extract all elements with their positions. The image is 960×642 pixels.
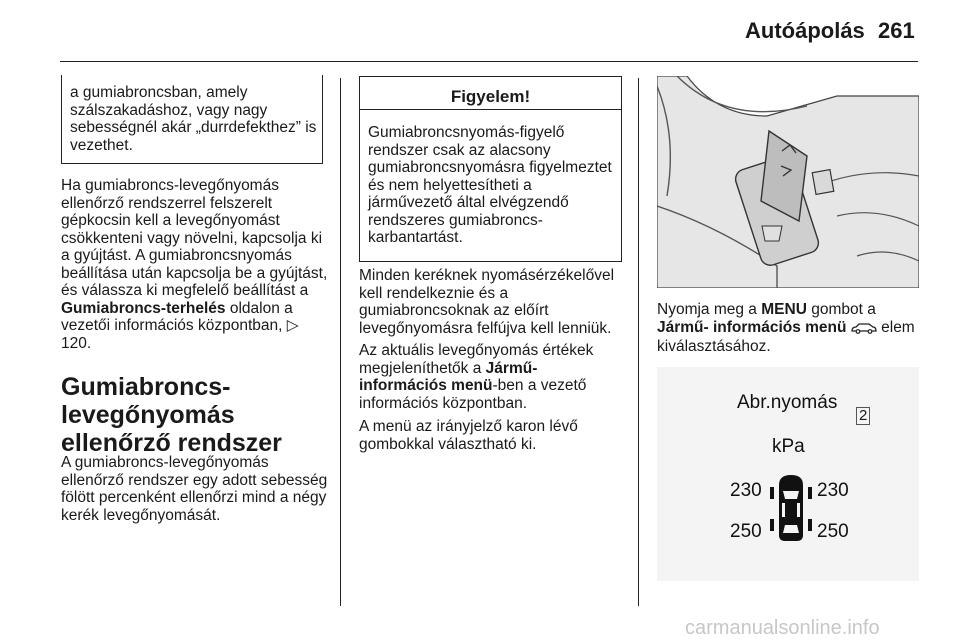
page-number: 261	[878, 18, 915, 43]
watermark: carmanualsonline.info	[685, 617, 880, 639]
tire-pressure-display	[657, 367, 919, 581]
col1-para1-bold: Gumiabroncs-terhelés	[61, 299, 226, 317]
col2-paragraph-2	[359, 342, 621, 412]
vehicle-info-menu-label: Jármű- információs menü	[657, 318, 847, 336]
col1-paragraph-2: A gumiabroncs-levegőnyomás ellenőrző rendszer egy adott sebesség fölött percenként ellenőrzi mind a négy kerék levegőnyomását.	[61, 454, 328, 524]
car-top-view-icon	[769, 473, 813, 543]
col2-paragraph-1: Minden keréknek nyomásérzékelővel kell rendelkeznie és a gumiabroncsoknak az előírt levegőnyomásra felfújva kell lenniük.	[359, 267, 615, 337]
page-header-title: Autóápolás	[745, 18, 865, 43]
page-reference-icon: ▷	[286, 317, 299, 334]
col1-paragraph-1	[61, 177, 331, 352]
continuation-box	[61, 75, 323, 164]
menu-button-label: MENU	[761, 301, 807, 318]
col3-text-b: gombot a	[811, 301, 876, 318]
header-rule	[60, 61, 918, 62]
col2-paragraph-3: A menü az irányjelző karon lévő gombokkal választható ki.	[359, 418, 578, 453]
rear-left-pressure: 250	[730, 521, 762, 542]
page-reference: 120.	[61, 334, 92, 352]
column-divider-2	[638, 78, 639, 606]
stalk-illustration	[657, 76, 919, 288]
col2-para2-text-b: -ben a vezető információs központban.	[359, 377, 587, 412]
display-page-indicator: 2	[856, 407, 870, 425]
col2-para2-bold: Jármű-információs menü	[359, 359, 538, 394]
section-heading: Gumiabroncs-levegőnyomás ellenőrző rendszer	[61, 373, 282, 457]
warning-text: Gumiabroncsnyomás-figyelő rendszer csak az alacsony gumiabroncsnyomásra figyelmeztet és nem helyettesítheti a járművezető által elvégzendő rendszeres gumiabroncs-karbantartást.	[368, 124, 612, 246]
col3-instruction	[657, 301, 927, 356]
rear-right-pressure: 250	[817, 521, 849, 542]
col1-para1-text-b: oldalon a vezetői információs központban,	[61, 299, 293, 334]
continuation-text: a gumiabroncsban, amely szálszakadáshoz, vagy nagy sebességnél akár „durrdefekthez” is vezethet.	[70, 84, 317, 154]
col3-text-c: elem kiválasztásához.	[657, 318, 915, 355]
column-divider-1	[340, 78, 341, 606]
col1-para1-text: Ha gumiabroncs-levegőnyomás ellenőrző rendszerrel felszerelt gépkocsin kell a levegőnyomást csökkenteni vagy növelni, kapcsolja ki a gyújtást. A gumiabroncsnyomás beállítása után kapcsolja be a gyújtást, és válassza ki megfelelő beállítást a	[61, 177, 328, 299]
warning-box	[359, 76, 622, 262]
display-unit: kPa	[772, 436, 805, 457]
car-icon	[851, 321, 877, 339]
turn-signal-lever-drawing	[657, 76, 919, 288]
col2-para2-text: Az aktuális levegőnyomás értékek megjeleníthetők a	[359, 342, 594, 377]
warning-title: Figyelem!	[360, 77, 621, 110]
display-title: Abr.nyomás	[737, 392, 838, 413]
col3-text-a: Nyomja meg a	[657, 301, 757, 318]
front-right-pressure: 230	[817, 480, 849, 501]
front-left-pressure: 230	[730, 480, 762, 501]
